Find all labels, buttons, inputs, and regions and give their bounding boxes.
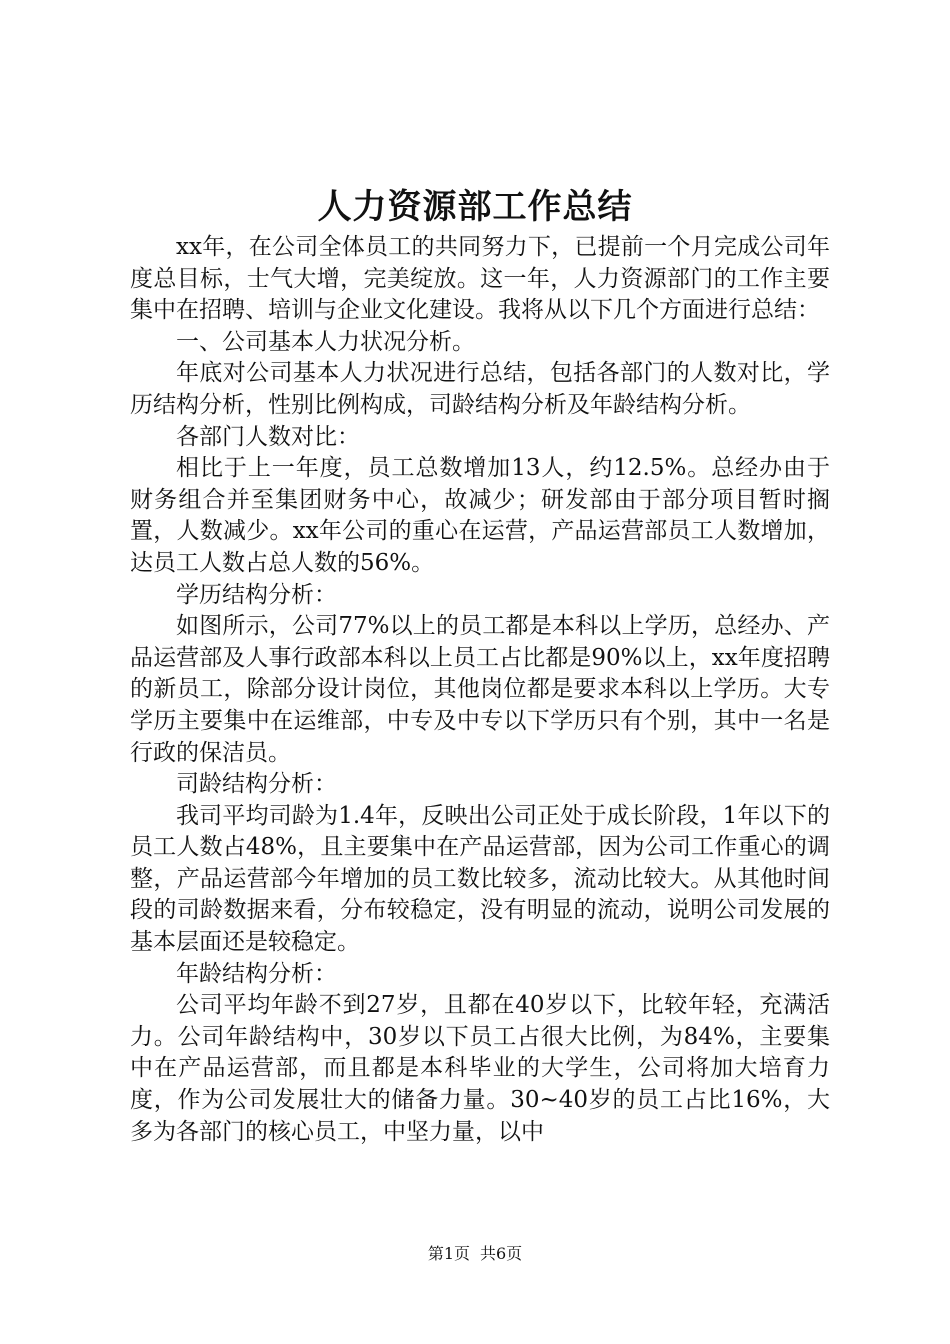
paragraph-tenure: 我司平均司龄为1.4年，反映出公司正处于成长阶段，1年以下的员工人数占48%，且主要集中在产品运营部，因为公司工作重心的调整，产品运营部今年增加的员工数比较多，流动比较大。从其他时间段的司龄数据来看，分布较稳定，没有明显的流动，说明公司发展的基本层面还是较稳定。 bbox=[130, 802, 830, 956]
paragraph-intro: xx年，在公司全体员工的共同努力下，已提前一个月完成公司年度总目标，士气大增，完美绽放。这一年，人力资源部门的工作主要集中在招聘、培训与企业文化建设。我将从以下几个方面进行总结： bbox=[130, 234, 830, 324]
page-footer bbox=[0, 1243, 950, 1265]
paragraph-age: 公司平均年龄不到27岁，且都在40岁以下，比较年轻，充满活力。公司年龄结构中，30岁以下员工占很大比例，为84%，主要集中在产品运营部，而且都是本科毕业的大学生，公司将加大培育力度，作为公司发展壮大的储备力量。30~40岁的员工占比16%，大多为各部门的核心员工，中坚力量，以中 bbox=[130, 992, 830, 1145]
page-number: 第1页 bbox=[427, 1244, 470, 1263]
section-heading-1: 一、公司基本人力状况分析。 bbox=[176, 328, 475, 355]
page-total: 共6页 bbox=[480, 1244, 523, 1263]
paragraph-education: 如图所示，公司77%以上的员工都是本科以上学历，总经办、产品运营部及人事行政部本科以上员工占比都是90%以上，xx年度招聘的新员工，除部分设计岗位，其他岗位都是要求本科以上学历。大专学历主要集中在运维部，中专及中专以下学历只有个别，其中一名是行政的保洁员。 bbox=[130, 613, 830, 766]
document-title: 人力资源部工作总结 bbox=[317, 187, 633, 227]
document-body bbox=[130, 232, 830, 1148]
subheading-department: 各部门人数对比： bbox=[176, 423, 360, 450]
subheading-tenure: 司龄结构分析： bbox=[176, 771, 337, 798]
subheading-age: 年龄结构分析： bbox=[176, 960, 337, 987]
subheading-education: 学历结构分析： bbox=[176, 581, 337, 608]
paragraph-overview: 年底对公司基本人力状况进行总结，包括各部门的人数对比，学历结构分析，性别比例构成，司龄结构分析及年龄结构分析。 bbox=[130, 360, 830, 418]
paragraph-department: 相比于上一年度，员工总数增加13人，约12.5%。总经办由于财务组合并至集团财务中心，故减少；研发部由于部分项目暂时搁置，人数减少。xx年公司的重心在运营，产品运营部员工人数增加，达员工人数占总人数的56%。 bbox=[130, 455, 830, 576]
